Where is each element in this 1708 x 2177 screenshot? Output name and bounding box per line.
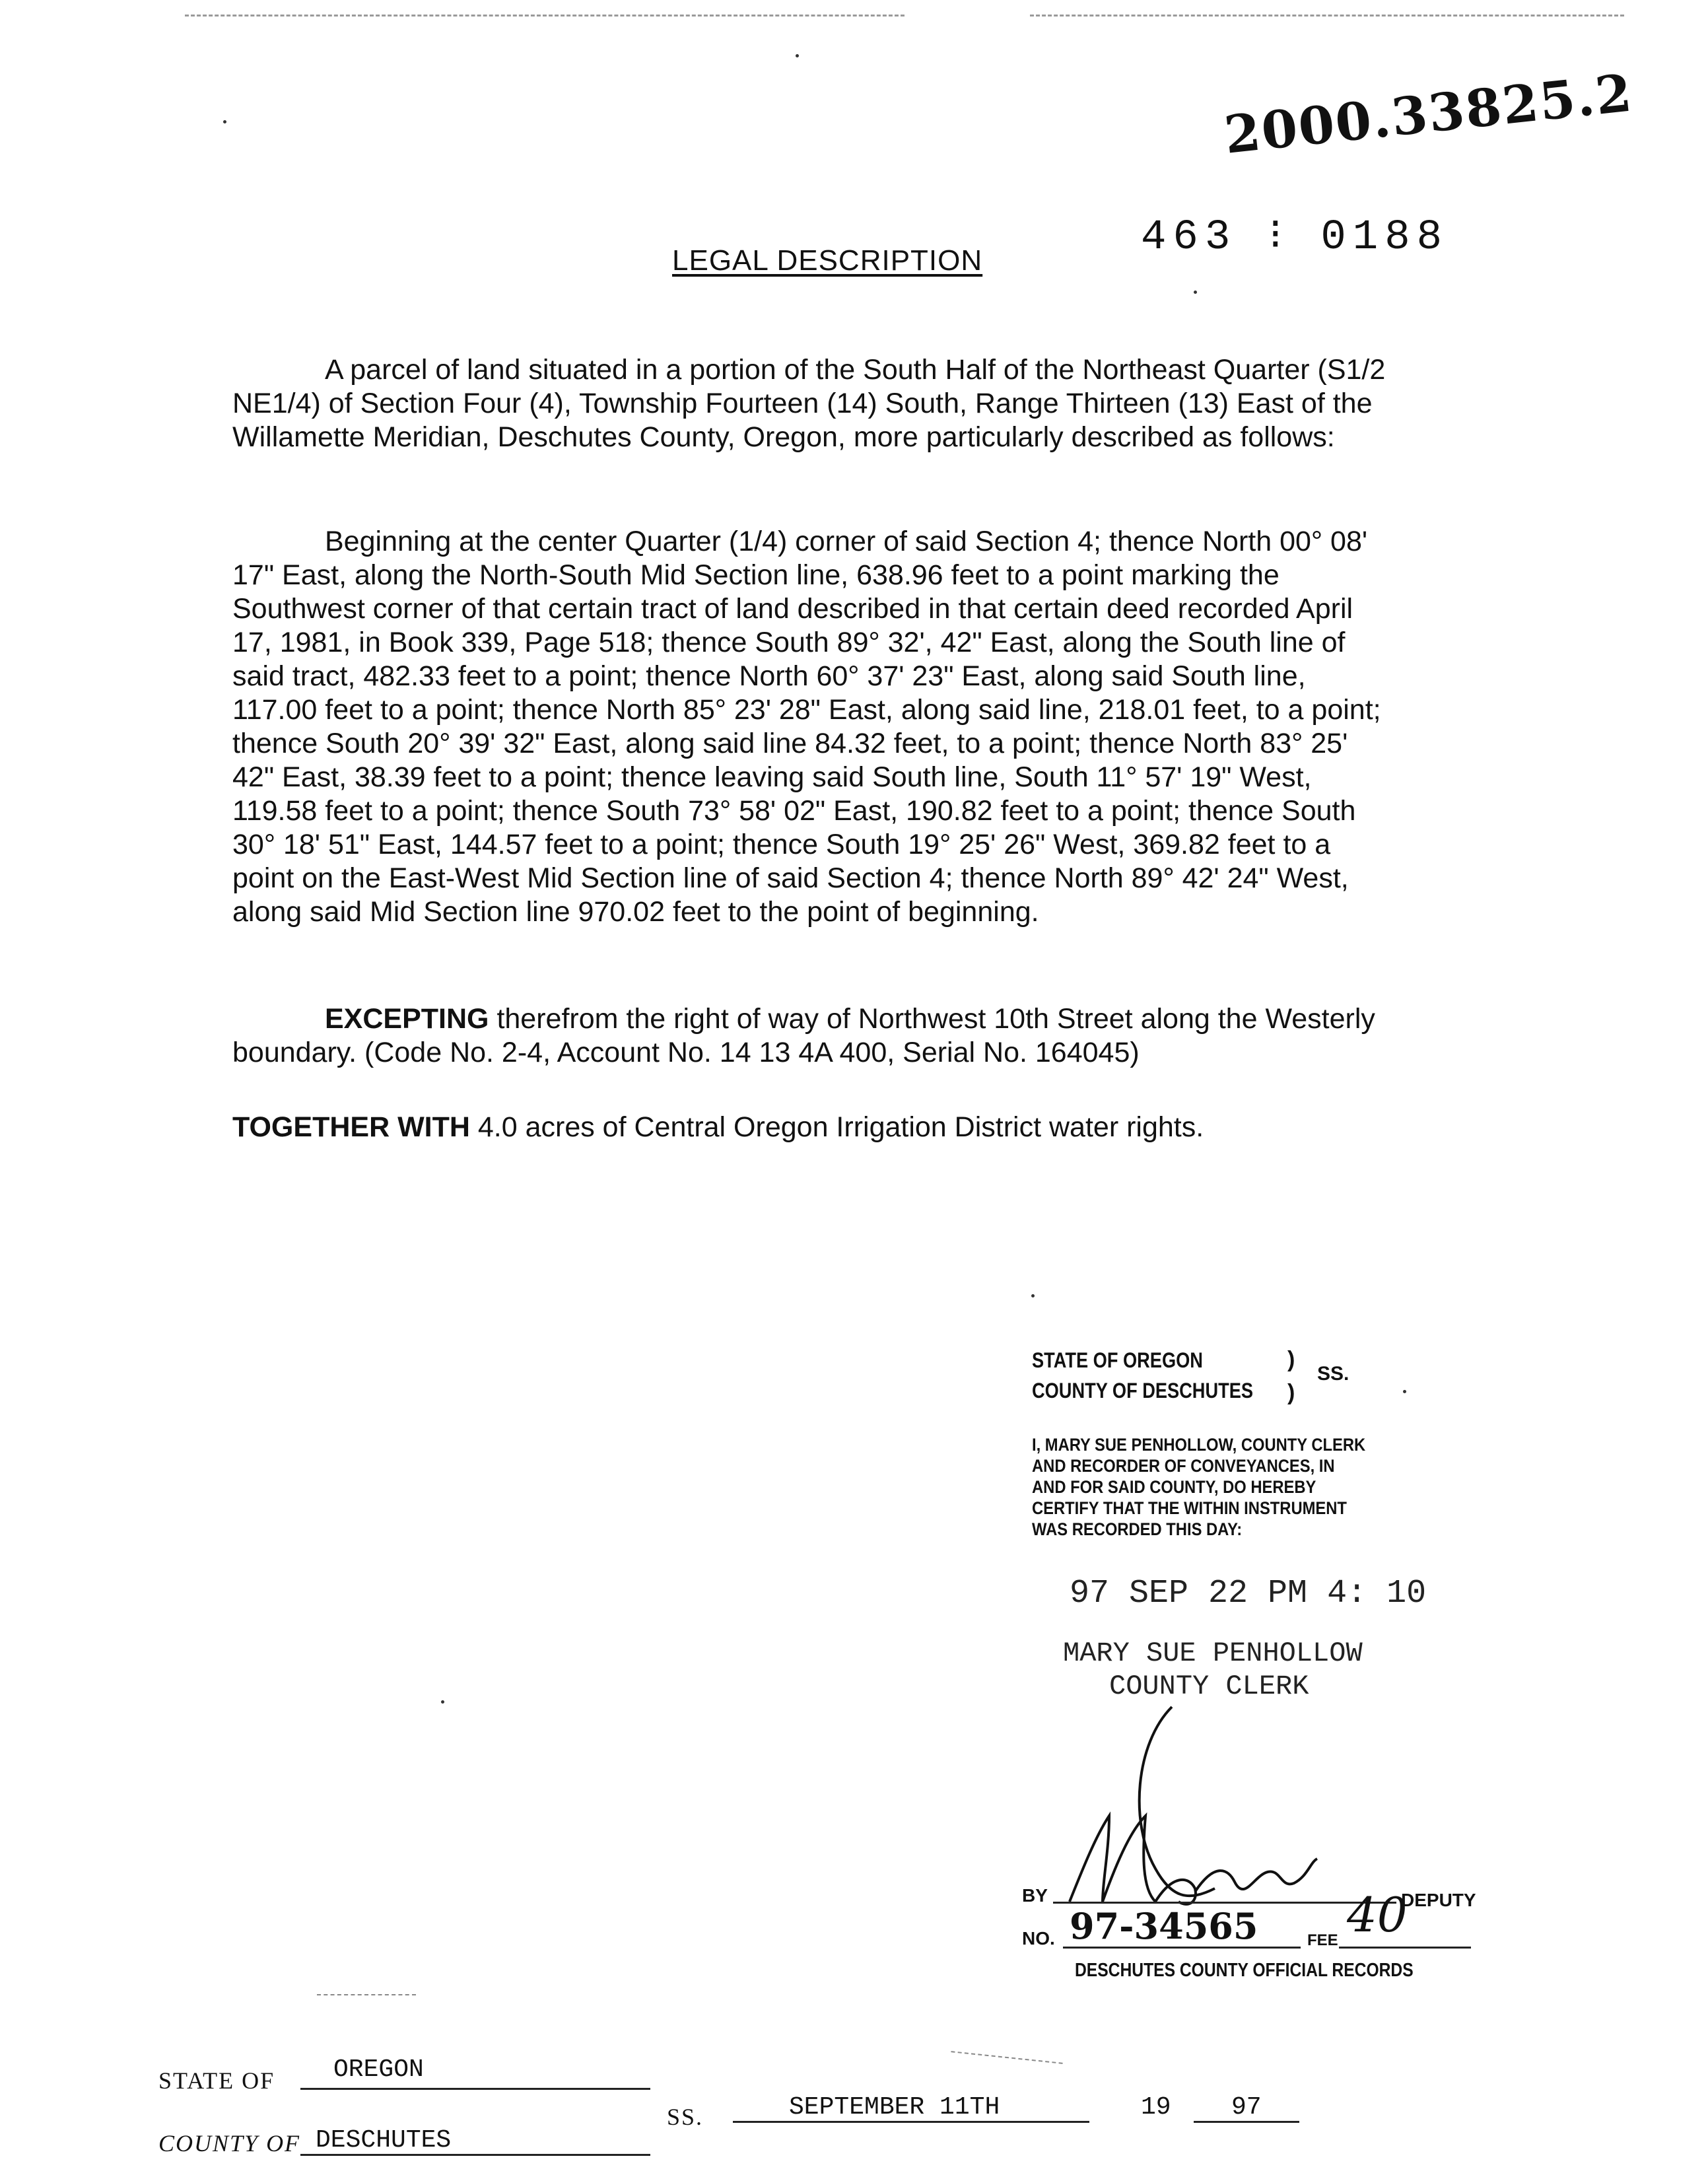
parcel-paragraph: A parcel of land situated in a portion of the South Half of the Northeast Quarter (S1/2 NE1/4) of Section Four (4), Township Fourteen (14) South, Range Thirteen (13) East of the Willamette Meridian, Deschutes County, Oregon, more particularly described as follows: <box>232 354 1386 453</box>
together-with-text: 4.0 acres of Central Oregon Irrigation District water rights. <box>469 1111 1204 1143</box>
deputy-label: DEPUTY <box>1401 1890 1476 1910</box>
record-number: 97-34565 <box>1070 1905 1258 1947</box>
footer-year-line <box>1194 2121 1299 2123</box>
footer-date-line <box>733 2121 1089 2123</box>
footer-state-line <box>300 2088 650 2090</box>
metes-and-bounds <box>232 525 1388 929</box>
fee-label: FEE <box>1307 1931 1338 1949</box>
handwritten-record-number: 2000.33825.2 <box>1221 63 1636 166</box>
footer-state-label: STATE OF <box>158 2067 275 2094</box>
signature-line <box>1053 1902 1396 1904</box>
excepting-label: EXCEPTING <box>325 1003 489 1035</box>
clerk-title: COUNTY CLERK <box>1109 1671 1309 1702</box>
together-with-label: TOGETHER WITH <box>232 1111 470 1143</box>
cert-county-line: COUNTY OF DESCHUTES <box>1032 1379 1253 1402</box>
scan-speck <box>441 1700 444 1704</box>
excepting-text: therefrom the right of way of Northwest 10th Street along the Westerly boundary. (Code No. 2-4, Account No. 14 13 4A 400, Serial No. 164045) <box>232 1003 1375 1068</box>
scan-edge-dashes-right <box>1030 15 1624 17</box>
footer-county-label: COUNTY OF <box>158 2130 301 2157</box>
scan-speck <box>1194 291 1197 294</box>
cert-statement: I, MARY SUE PENHOLLOW, COUNTY CLERK AND RECORDER OF CONVEYANCES, IN AND FOR SAID COUNTY, DO HEREBY CERTIFY THAT THE WITHIN INSTRUMENT WAS RECORDED THIS DAY: <box>1032 1435 1366 1539</box>
cert-ss: SS. <box>1317 1363 1349 1385</box>
scan-mark <box>317 1994 416 1995</box>
cert-paren: ) <box>1287 1347 1295 1372</box>
page-title: LEGAL DESCRIPTION <box>672 244 983 277</box>
footer-county-value: DESCHUTES <box>316 2126 452 2155</box>
together-with-clause <box>232 1111 1388 1144</box>
recording-date-stamp: 97 SEP 22 PM 4: 10 <box>1070 1575 1427 1612</box>
parcel-description <box>232 353 1388 454</box>
clerk-signature-icon <box>1056 1704 1334 1928</box>
scan-mark <box>951 2051 1062 2064</box>
scan-speck <box>1031 1294 1035 1297</box>
footer-year-value: 97 <box>1231 2093 1262 2122</box>
book-page-number: 463 ⁝ 0188 <box>1141 214 1449 261</box>
cert-paren: ) <box>1287 1380 1295 1405</box>
no-label: NO. <box>1022 1928 1055 1949</box>
footer-ss-label: SS. <box>667 2104 704 2130</box>
excepting-clause <box>232 1002 1388 1070</box>
footer-date-value: SEPTEMBER 11TH <box>789 2093 1000 2122</box>
scan-speck <box>223 120 226 123</box>
cert-state-line: STATE OF OREGON <box>1032 1348 1203 1372</box>
official-records-label: DESCHUTES COUNTY OFFICIAL RECORDS <box>1075 1960 1414 1981</box>
by-label: BY <box>1022 1885 1048 1906</box>
scan-speck <box>796 54 799 57</box>
fee-line <box>1339 1947 1471 1949</box>
metes-bounds-paragraph: Beginning at the center Quarter (1/4) corner of said Section 4; thence North 00° 08' 17" East, along the North-South Mid Section line, 638.96 feet to a point marking the Southwest corner of that certain tract of land described in that certain deed recorded April 17, 1981, in Book 339, Page 518; thence South 89° 32', 42" East, along the South line of said tract, 482.33 feet to a point; thence North 60° 37' 23" East, along said South line, 117.00 feet to a point; thence North 85° 23' 28" East, along said line, 218.01 feet, to a point; thence South 20° 39' 32" East, along said line 84.32 feet, to a point; thence North 83° 25' 42" East, 38.39 feet to a point; thence leaving said South line, South 11° 57' 19" West, 119.58 feet to a point; thence South 73° 58' 02" East, 190.82 feet to a point; thence South 30° 18' 51" East, 144.57 feet to a point; thence South 19° 25' 26" West, 369.82 feet to a point on the East-West Mid Section line of said Section 4; thence North 89° 42' 24" West, along said Mid Section line 970.02 feet to the point of beginning. <box>232 526 1381 928</box>
footer-year-prefix: 19 <box>1141 2093 1171 2122</box>
scan-speck <box>1403 1390 1406 1393</box>
scan-edge-dashes-left <box>185 15 905 17</box>
clerk-name: MARY SUE PENHOLLOW <box>1063 1638 1363 1669</box>
fee-value: 40 <box>1347 1887 1408 1943</box>
footer-county-line <box>300 2154 650 2156</box>
footer-state-value: OREGON <box>333 2056 424 2084</box>
